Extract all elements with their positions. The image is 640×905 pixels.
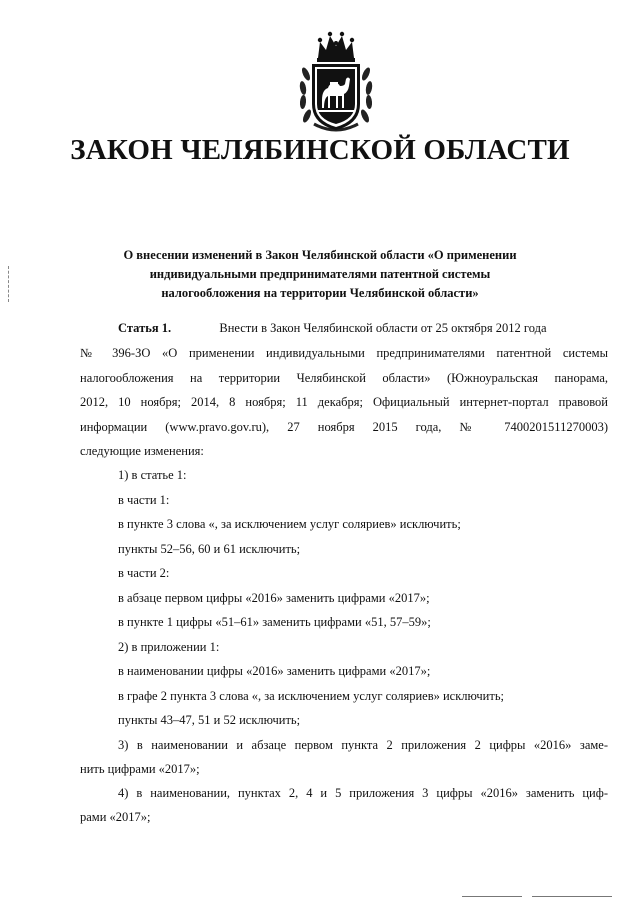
subtitle-line: индивидуальными предпринимателями патентной системы xyxy=(149,267,491,281)
list-item: в наименовании цифры «2016» заменить цифрами «2017»; xyxy=(118,664,431,678)
list-item: 3) в наименовании и абзаце первом пункта 2 приложения 2 цифры «2016» заме- xyxy=(118,737,608,752)
list-item: 4) в наименовании, пунктах 2, 4 и 5 приложения 3 цифры «2016» заменить циф- xyxy=(118,786,608,800)
list-item: в пункте 1 цифры «51–61» заменить цифрами «51, 57–59»; xyxy=(118,615,431,629)
article-intro xyxy=(118,316,606,341)
binding-margin-mark xyxy=(8,266,11,302)
list-item: 2) в приложении 1: xyxy=(118,639,220,654)
text-line: следующие изменения: xyxy=(80,444,204,458)
text-line: налогообложения на территории Челябинской области» (Южноуральская панорама, xyxy=(80,370,608,385)
list-item-continuation xyxy=(80,805,608,830)
footer-rule xyxy=(462,896,522,897)
subtitle-line: О внесении изменений в Закон Челябинской области «О применении xyxy=(123,248,517,262)
text-line: рами «2017»; xyxy=(80,810,151,824)
article-text-block xyxy=(80,341,608,464)
article-label: Статья 1. xyxy=(118,321,172,335)
list-item: в части 1: xyxy=(118,492,170,507)
article-intro-first: Внести в Закон Челябинской области от 25 октября 2012 года xyxy=(219,321,547,335)
list-item: пункты 52–56, 60 и 61 исключить; xyxy=(118,541,301,556)
chelyabinsk-coat-of-arms-icon xyxy=(296,24,376,136)
list-item: в пункте 3 слова «, за исключением услуг соляриев» исключить; xyxy=(118,517,461,531)
list-item-continuation xyxy=(80,757,608,782)
list-item: пункты 43–47, 51 и 52 исключить; xyxy=(118,713,301,727)
list-item: в графе 2 пункта 3 слова «, за исключением услуг соляриев» исключить; xyxy=(118,688,505,703)
text-line: 2012, 10 ноября; 2014, 8 ноября; 11 декабря; Официальный интернет-портал правовой xyxy=(80,395,608,409)
text-line: информации (www.pravo.gov.ru), 27 ноября 2015 года, № 7400201511270003) xyxy=(80,419,608,434)
document-subtitle xyxy=(100,246,540,303)
text-line: № 396-ЗО «О применении индивидуальными предпринимателями патентной системы xyxy=(80,346,608,360)
amendment-list-tail xyxy=(118,781,608,806)
list-item: в абзаце первом цифры «2016» заменить цифрами «2017»; xyxy=(118,590,430,605)
footer-rule xyxy=(532,896,612,897)
document-title: ЗАКОН ЧЕЛЯБИНСКОЙ ОБЛАСТИ xyxy=(70,134,570,166)
text-line: нить цифрами «2017»; xyxy=(80,762,200,776)
amendment-list xyxy=(118,463,608,757)
list-item: 1) в статье 1: xyxy=(118,468,187,482)
subtitle-line: налогообложения на территории Челябинской области» xyxy=(161,286,479,300)
document-body xyxy=(118,316,606,341)
list-item: в части 2: xyxy=(118,566,170,580)
